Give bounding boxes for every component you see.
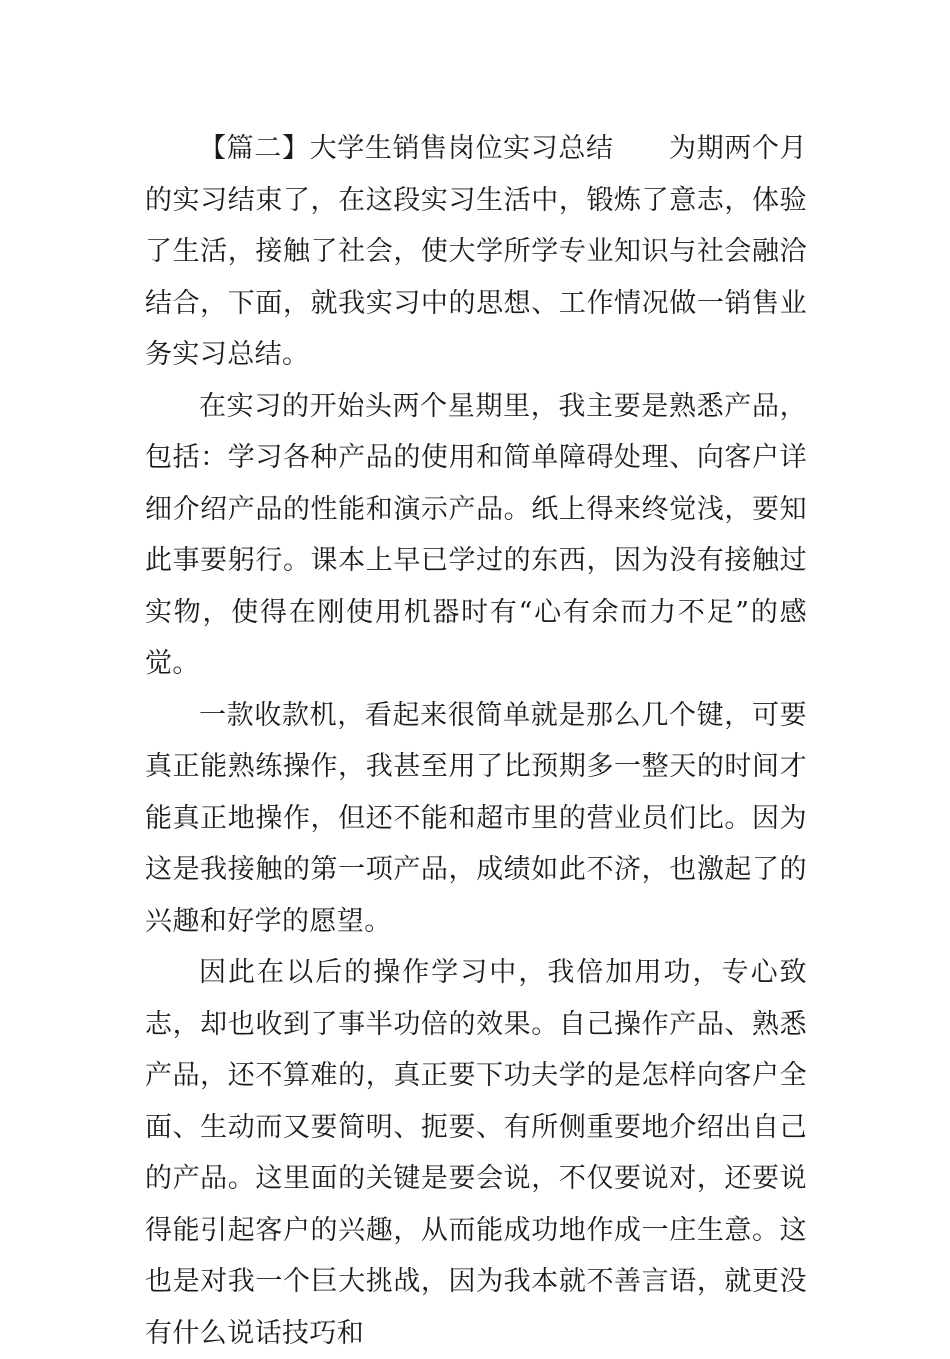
body-paragraph: 一款收款机，看起来很简单就是那么几个键，可要真正能熟练操作，我甚至用了比预期多一整天的时间才能真正地操作，但还不能和超市里的营业员们比。因为这是我接触的第一项产品，成绩如此不济，也激起了的兴趣和好学的愿望。 <box>145 699 807 937</box>
intro-paragraph <box>145 123 807 381</box>
title-gap <box>614 133 669 164</box>
body-paragraph: 因此在以后的操作学习中，我倍加用功，专心致志，却也收到了事半功倍的效果。自己操作产品、熟悉产品，还不算难的，真正要下功夫学的是怎样向客户全面、生动而又要简明、扼要、有所侧重要地介绍出自己的产品。这里面的关键是要会说，不仅要说对，还要说得能引起客户的兴趣，从而能成功地作成一庄生意。这也是对我一个巨大挑战，因为我本就不善言语，就更没有什么说话技巧和 <box>145 957 807 1349</box>
document-body <box>145 123 807 1359</box>
intro-text: 为期两个月的实习结束了，在这段实习生活中，锻炼了意志，体验了生活，接触了社会，使大学所学专业知识与社会融洽结合，下面，就我实习中的思想、工作情况做一销售业务实习总结。 <box>145 133 808 370</box>
body-paragraph: 在实习的开始头两个星期里，我主要是熟悉产品，包括：学习各种产品的使用和简单障碍处理、向客户详细介绍产品的性能和演示产品。纸上得来终觉浅，要知此事要躬行。课本上早已学过的东西，因为没有接触过实物，使得在刚使用机器时有“心有余而力不足”的感觉。 <box>145 390 807 679</box>
document-title: 【篇二】大学生销售岗位实习总结 <box>199 133 614 164</box>
